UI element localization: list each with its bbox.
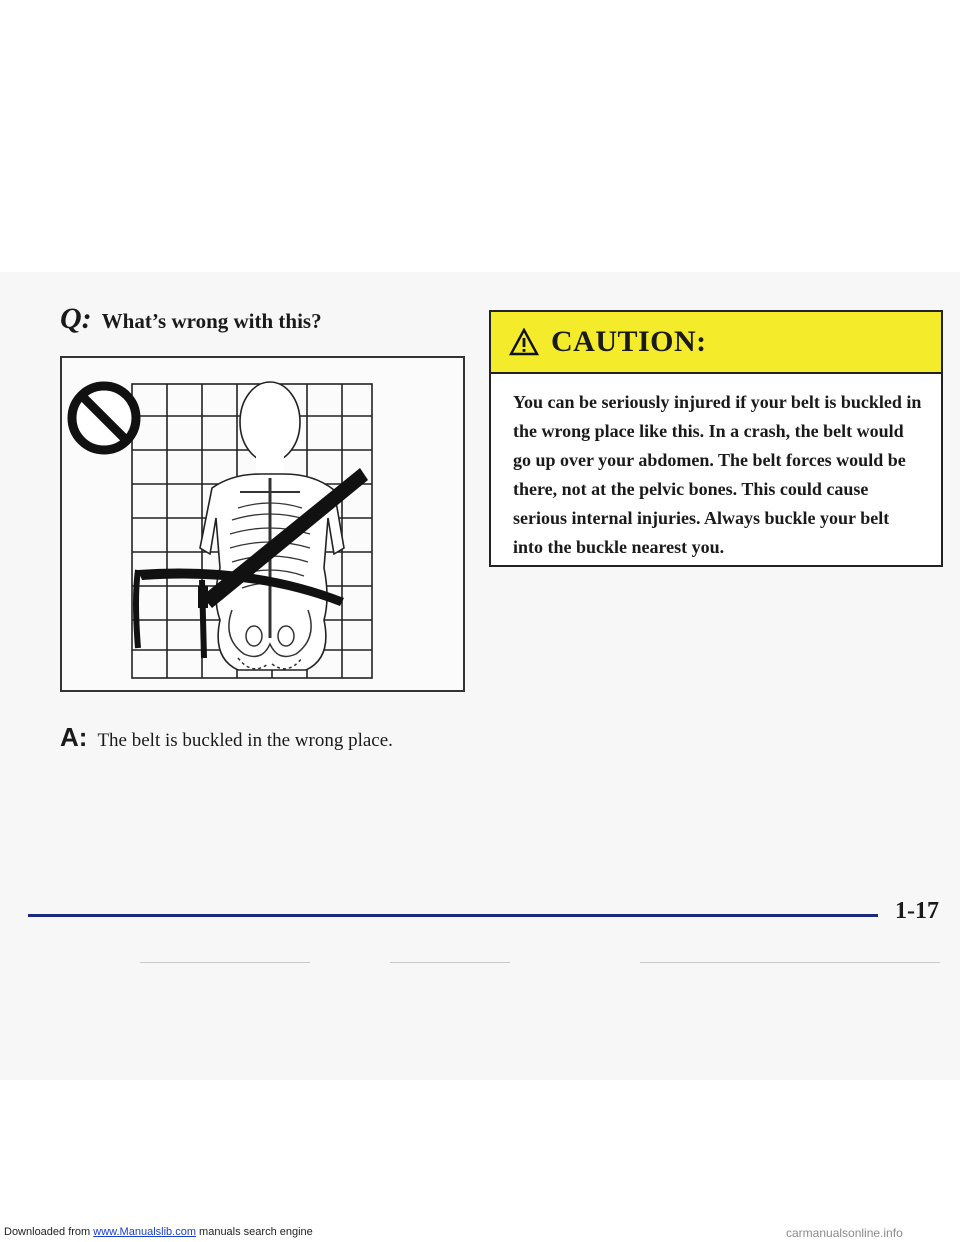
caution-body: You can be seriously injured if your belt is buckled in the wrong place like this. In a crash, the belt would go up over your abdomen. The belt forces would be there, not at the pelvic bones. This could cause serious internal injuries. Always buckle your belt into the buckle nearest you. xyxy=(513,392,922,557)
caution-title: CAUTION: xyxy=(551,325,707,358)
download-footer xyxy=(4,1226,313,1238)
question-marker: Q: xyxy=(60,302,92,335)
footer-prefix: Downloaded from xyxy=(4,1226,94,1238)
footer-rule xyxy=(28,914,878,917)
answer-marker: A: xyxy=(60,722,88,752)
buckle xyxy=(198,586,208,608)
skeleton-seat-belt-illustration xyxy=(62,358,463,690)
scan-artifact xyxy=(140,962,310,963)
torso-silhouette xyxy=(200,382,344,670)
page-number: 1-17 xyxy=(895,898,939,924)
manualslib-link[interactable]: www.Manualslib.com xyxy=(93,1226,196,1238)
prohibition-icon xyxy=(72,386,136,450)
caution-header xyxy=(491,312,941,374)
caution-box xyxy=(489,310,943,567)
watermark: carmanualsonline.info xyxy=(786,1226,903,1240)
footer-suffix: manuals search engine xyxy=(195,1226,313,1238)
warning-triangle-icon xyxy=(509,328,539,356)
answer-text: The belt is buckled in the wrong place. xyxy=(97,730,393,751)
question-text: What’s wrong with this? xyxy=(101,309,322,333)
scan-artifact xyxy=(390,962,510,963)
figure-box xyxy=(60,356,465,692)
answer-line xyxy=(60,722,393,753)
scan-artifact xyxy=(640,962,940,963)
question-line xyxy=(60,302,322,336)
